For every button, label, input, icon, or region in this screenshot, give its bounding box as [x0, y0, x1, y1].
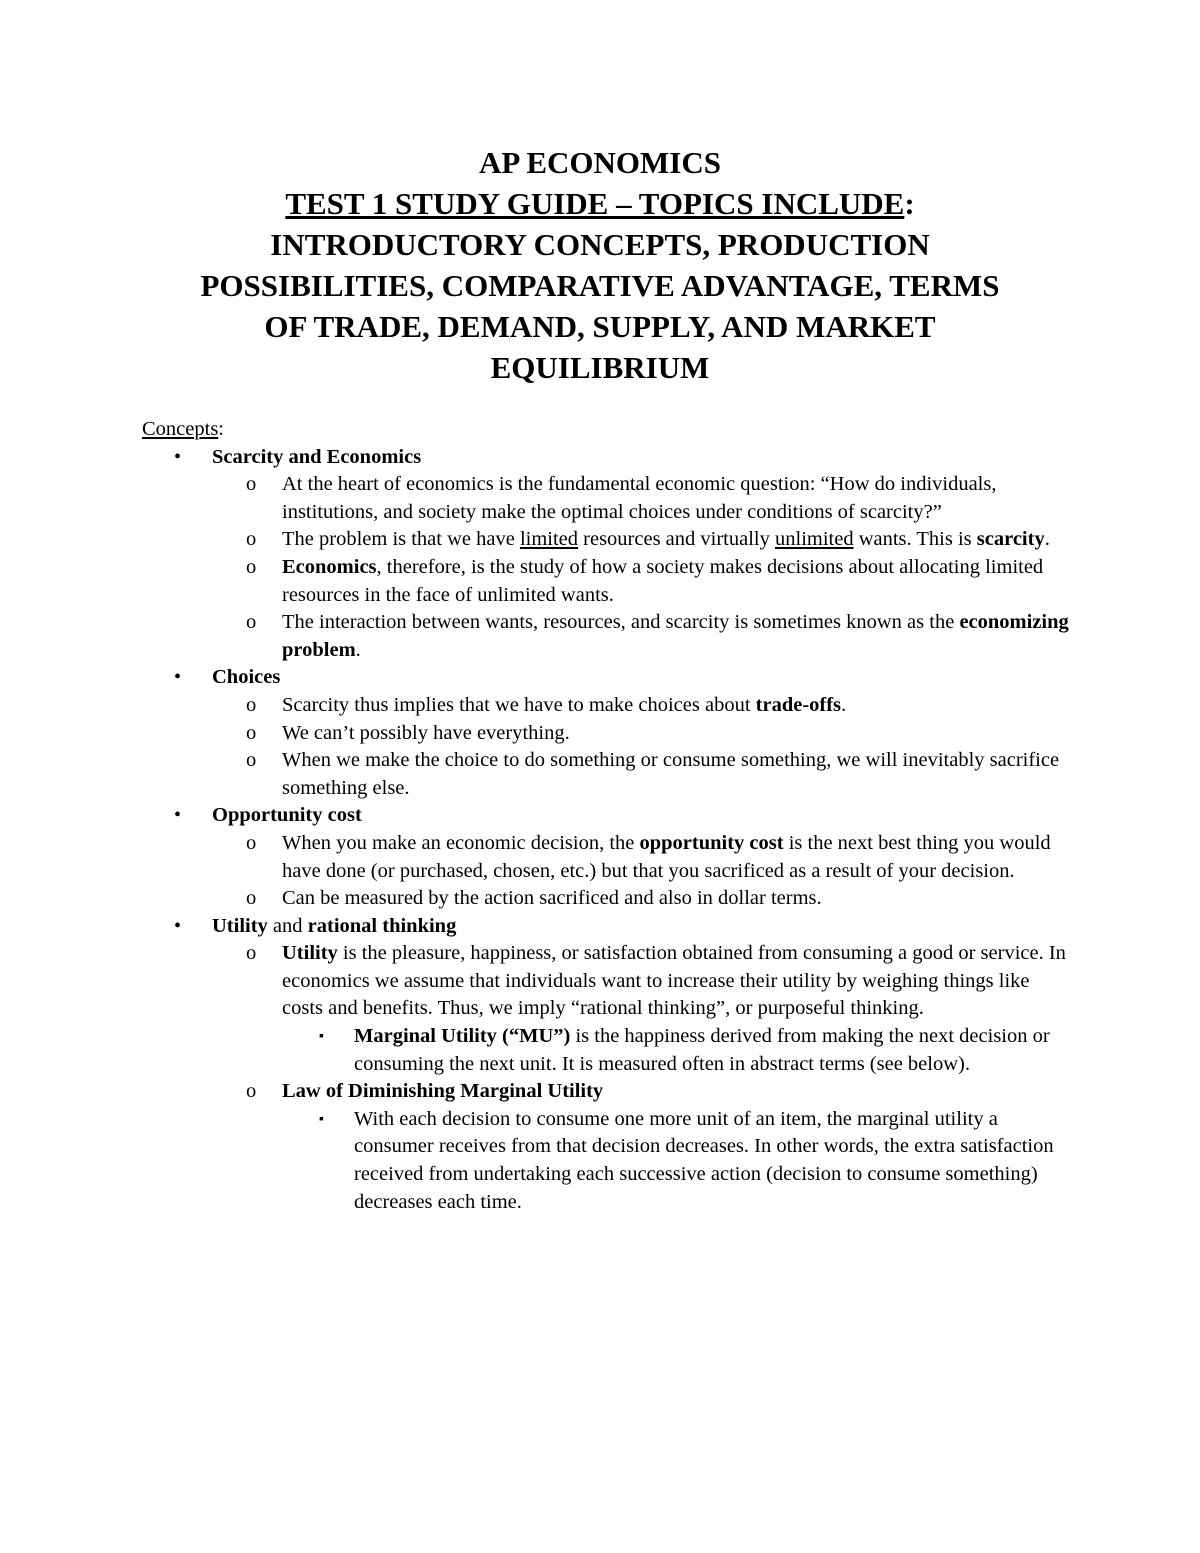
- title-line-course: AP ECONOMICS: [479, 145, 721, 180]
- circle-bullet-icon: o: [246, 831, 257, 854]
- opportunity-sublist: [212, 830, 1072, 913]
- bullet-icon: •: [174, 445, 182, 468]
- title-line-topics-3: OF TRADE, DEMAND, SUPPLY, AND MARKET: [264, 309, 936, 344]
- circle-bullet-icon: o: [246, 528, 257, 551]
- list-item: o Economics, therefore, is the study of how a society makes decisions about allocating limited resources in the face of unlimited wants.: [246, 555, 1044, 606]
- circle-bullet-icon: o: [246, 749, 257, 772]
- utility-detail-sublist: [282, 1023, 1072, 1078]
- list-item: o We can’t possibly have everything.: [212, 720, 1072, 748]
- list-item: [212, 1078, 1072, 1216]
- list-item: o At the heart of economics is the fundamental economic question: “How do individuals, institutions, and society make the optimal choices under conditions of scarcity?”: [246, 473, 997, 523]
- list-item: o When you make an economic decision, the opportunity cost is the next best thing you would have done (or purchased, chosen, etc.) but that you sacrificed as a result of your decision.: [246, 831, 1051, 882]
- concepts-heading: Concepts:: [142, 418, 224, 440]
- list-item-scarcity: [142, 444, 1072, 665]
- list-item: ▪ Marginal Utility (“MU”) is the happiness derived from making the next decision or consuming the next unit. It is measured often in abstract terms (see below).: [319, 1025, 1050, 1075]
- circle-bullet-icon: o: [246, 1080, 257, 1103]
- topic-label-scarcity: Scarcity and Economics: [212, 445, 422, 468]
- circle-bullet-icon: o: [246, 473, 257, 496]
- list-item: o The problem is that we have limited resources and virtually unlimited wants. This is scarcity.: [212, 526, 1072, 554]
- utility-sublist: [212, 940, 1072, 1216]
- list-item: o The interaction between wants, resources, and scarcity is sometimes known as the economizing problem.: [246, 611, 1069, 661]
- list-item-opportunity-cost: [142, 802, 1072, 912]
- law-diminishing-mu-label: Law of Diminishing Marginal Utility: [282, 1080, 604, 1103]
- square-bullet-icon: ▪: [319, 1111, 324, 1127]
- square-bullet-icon: ▪: [319, 1029, 324, 1045]
- list-item: o When we make the choice to do something or consume something, we will inevitably sacrifice something else.: [246, 749, 1060, 799]
- study-guide-content: [142, 416, 1072, 1216]
- bullet-icon: •: [174, 804, 182, 827]
- title-line-topics-1: INTRODUCTORY CONCEPTS, PRODUCTION: [270, 227, 930, 262]
- concepts-list: [142, 444, 1072, 1217]
- list-item: o Can be measured by the action sacrificed and also in dollar terms.: [212, 885, 1072, 913]
- circle-bullet-icon: o: [246, 942, 257, 965]
- circle-bullet-icon: o: [246, 693, 257, 716]
- list-item-choices: [142, 664, 1072, 802]
- topic-label-choices: Choices: [212, 666, 281, 689]
- title-line-guide: TEST 1 STUDY GUIDE – TOPICS INCLUDE:: [285, 186, 915, 221]
- title-line-topics-2: POSSIBILITIES, COMPARATIVE ADVANTAGE, TERMS: [200, 268, 1000, 303]
- bullet-icon: •: [174, 914, 182, 937]
- document-title: [130, 142, 1070, 388]
- circle-bullet-icon: o: [246, 887, 257, 910]
- circle-bullet-icon: o: [246, 611, 257, 634]
- circle-bullet-icon: o: [246, 721, 257, 744]
- law-detail-sublist: [282, 1106, 1072, 1216]
- title-line-topics-4: EQUILIBRIUM: [490, 350, 710, 385]
- list-item-utility: [142, 913, 1072, 1217]
- list-item: ▪ With each decision to consume one more unit of an item, the marginal utility a consumer receives from that decision decreases. In other words, the extra satisfaction received from undertaking each successive action (decision to consume something) decreases each time.: [319, 1107, 1054, 1213]
- list-item: o Utility is the pleasure, happiness, or satisfaction obtained from consuming a good or service. In economics we assume that individuals want to increase their utility by weighing things like costs and benefits. Thus, we imply “rational thinking”, or purposeful thinking. ▪ Marginal Utility (“MU”) is the happiness derived from making the next decision or consuming the next unit. It is measured often in abstract terms (see below).: [212, 940, 1072, 1078]
- list-item: o Scarcity thus implies that we have to make choices about trade-offs.: [212, 692, 1072, 720]
- scarcity-sublist: [212, 471, 1072, 664]
- choices-sublist: [212, 692, 1072, 802]
- topic-label-utility: Utility and rational thinking: [212, 914, 457, 937]
- circle-bullet-icon: o: [246, 555, 257, 578]
- bullet-icon: •: [174, 666, 182, 689]
- topic-label-opportunity-cost: Opportunity cost: [212, 804, 362, 827]
- title-guide-underlined: TEST 1 STUDY GUIDE – TOPICS INCLUDE: [285, 186, 905, 221]
